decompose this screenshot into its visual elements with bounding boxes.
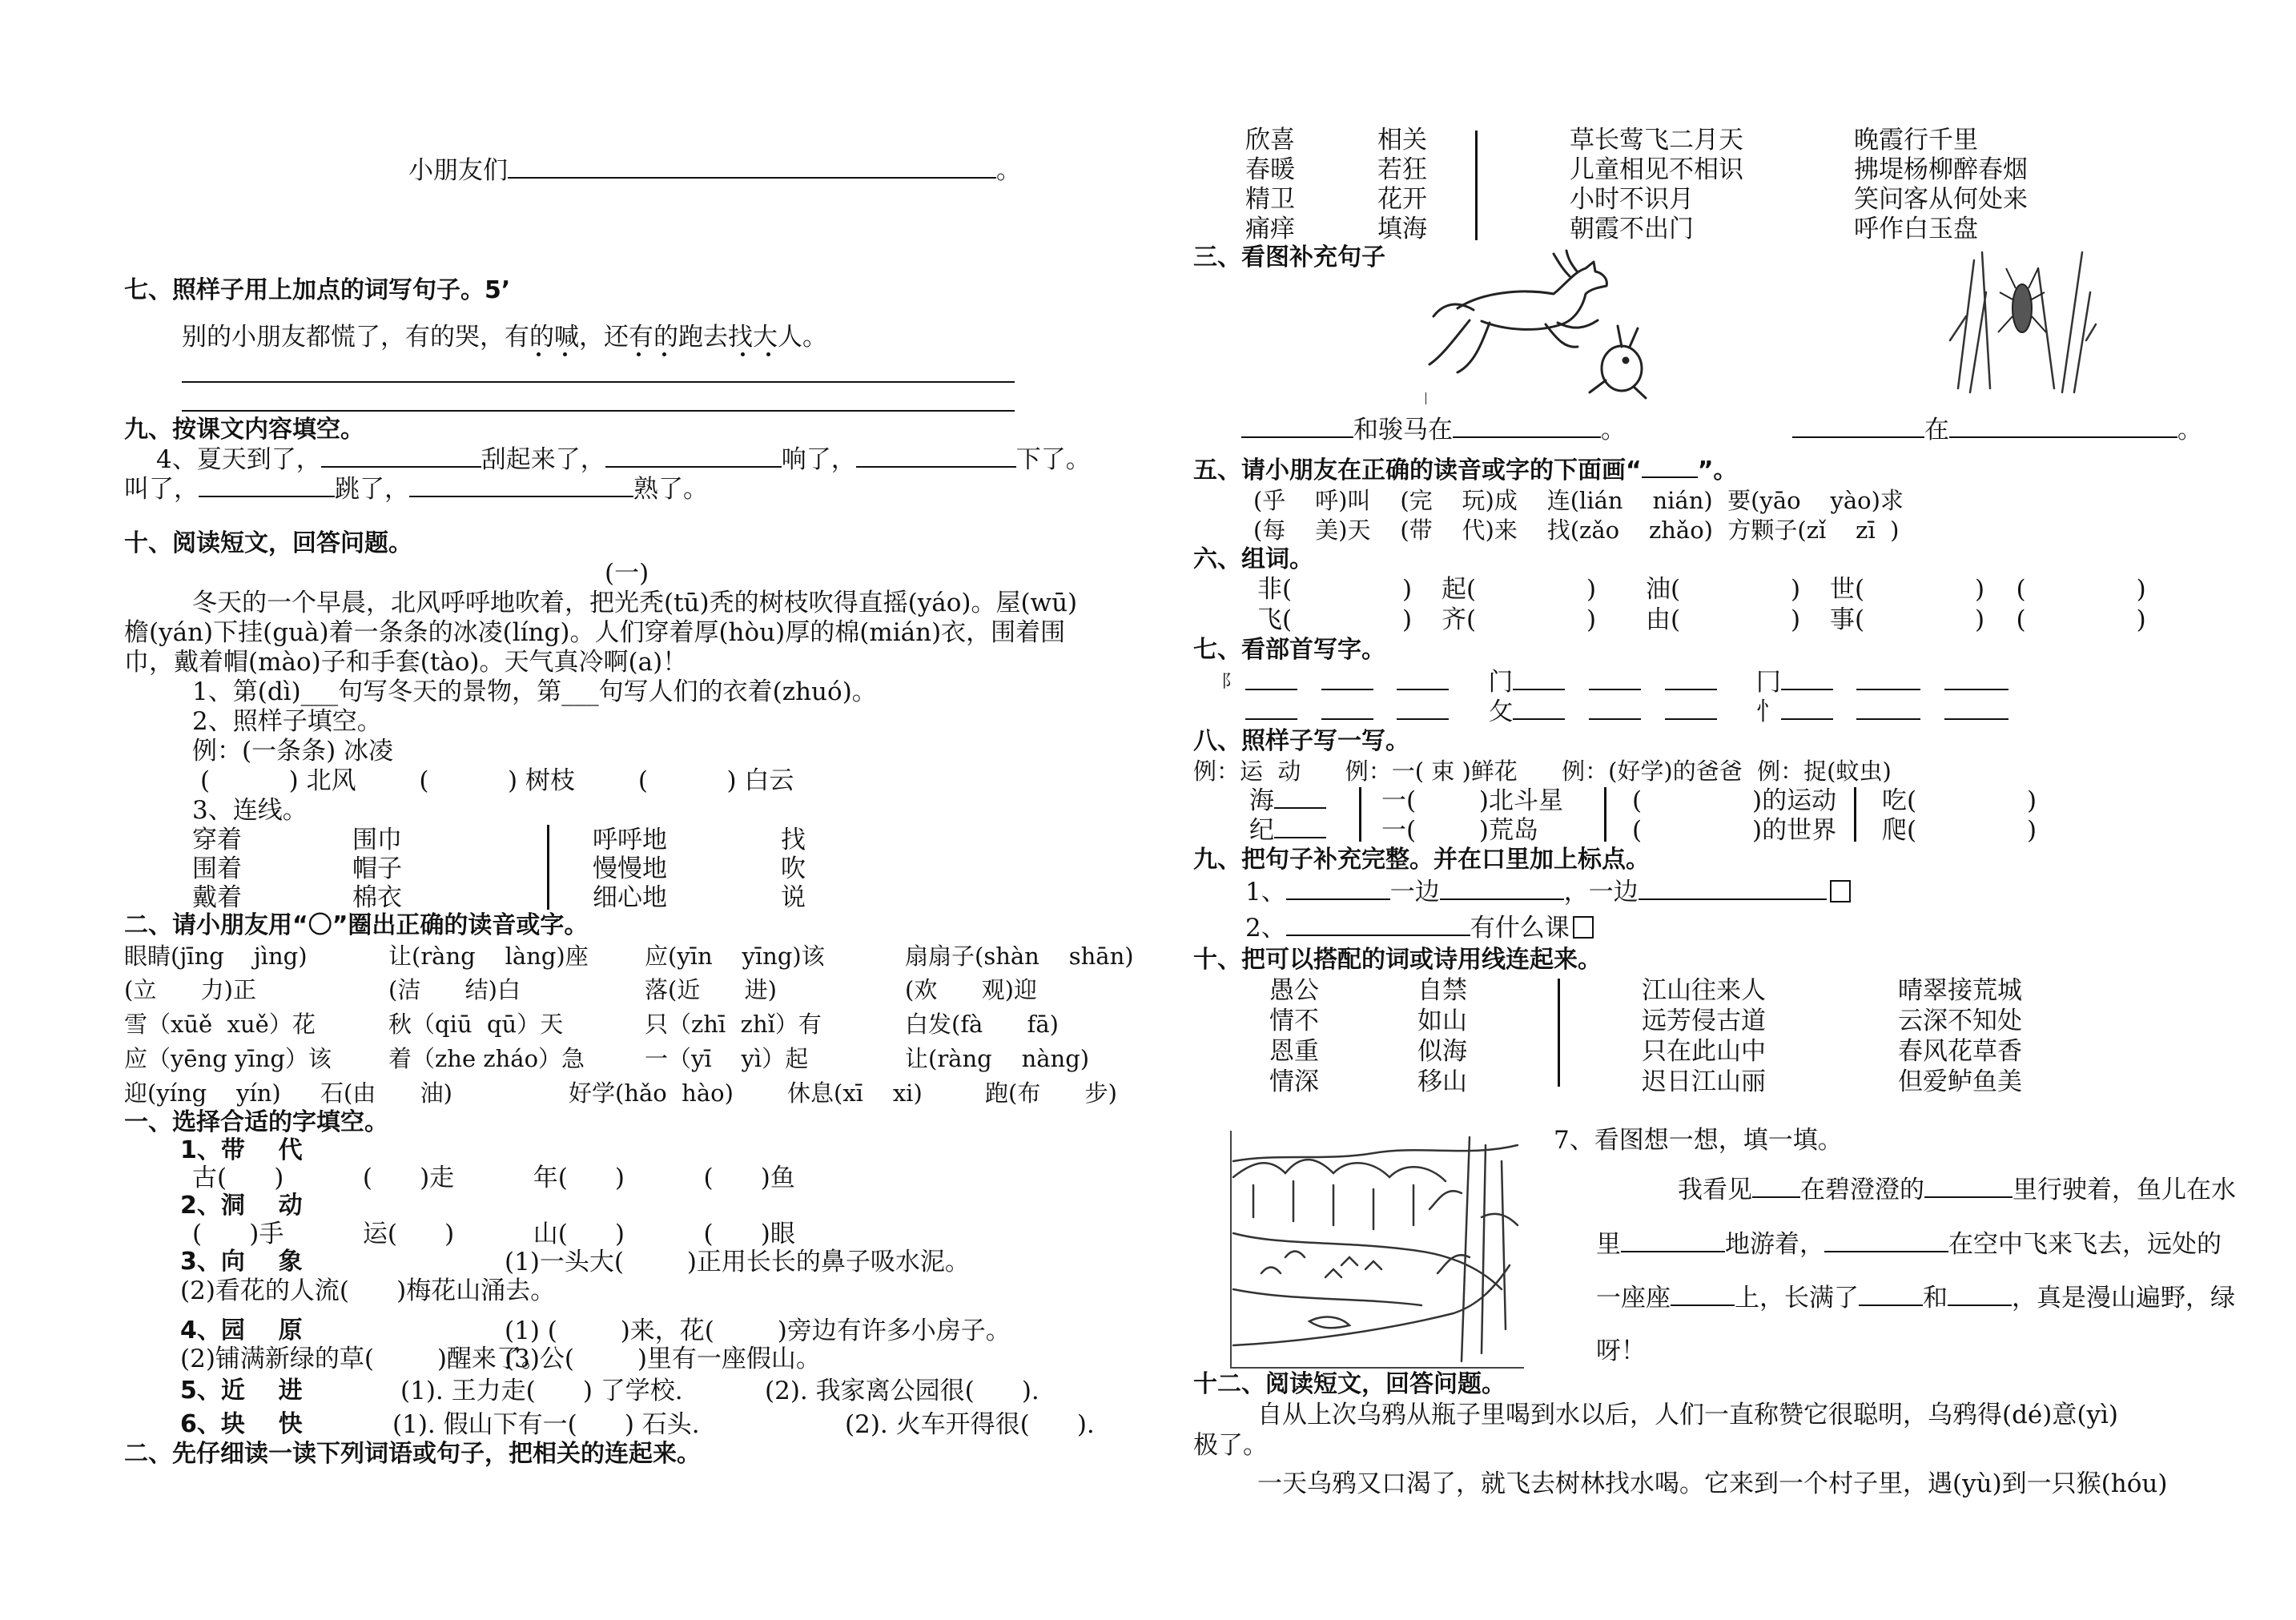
link-word[interactable]: 棉衣 — [352, 883, 402, 912]
q1-item4: 4、园 原 — [180, 1317, 303, 1345]
q7-heading: 七、照样子用上加点的词写句子。5’ — [124, 276, 511, 304]
q8-item[interactable]: 吃( ) — [1882, 786, 2037, 815]
divider — [1475, 131, 1478, 240]
q8-examples: 例：运 动 例：一( 束 )鲜花 例：(好学)的爸爸 例：捉(蚊虫) — [1193, 758, 1892, 785]
emphasis-dot — [662, 352, 666, 356]
match-word[interactable]: 如山 — [1417, 1007, 1467, 1035]
q8-heading: 八、照样子写一写。 — [1193, 727, 1409, 755]
divider — [1558, 979, 1560, 1087]
passage-line: 一天乌鸦又口渴了，就飞去树林找水喝。它来到一个村子里，遇(yù)到一只猴(hóu) — [1257, 1469, 2168, 1498]
blank[interactable] — [1792, 417, 1924, 438]
blank[interactable] — [1453, 417, 1601, 438]
horse-rabbit-picture — [1425, 244, 1674, 404]
q10-item2-blanks: ( ) 北风 ( ) 树枝 ( ) 白云 — [200, 766, 794, 795]
link-word[interactable]: 吹 — [781, 854, 806, 883]
match-verse[interactable]: 朝霞不出门 — [1570, 215, 1694, 243]
pinyin-item[interactable]: (洁 结)白 — [388, 976, 521, 1003]
pinyin-item[interactable]: 雪（xūě xuě）花 — [124, 1011, 316, 1038]
answer-line[interactable] — [182, 410, 1015, 412]
emphasis-dot — [637, 352, 641, 356]
emphasis-dot — [766, 352, 770, 356]
q1-item5b: (2). 我家离公园很( ). — [765, 1377, 1039, 1405]
q7b-line4: 呀！ — [1596, 1337, 1646, 1365]
q8-item: 海 — [1249, 786, 1326, 816]
q10-heading: 十、阅读短文，回答问题。 — [124, 529, 412, 557]
match-word[interactable]: 情深 — [1269, 1067, 1319, 1096]
q3-sentence1: 和骏马在 。 — [1241, 415, 1626, 445]
answer-line[interactable] — [182, 381, 1015, 383]
q6-heading: 六、组词。 — [1193, 545, 1313, 573]
pinyin-item[interactable]: 应(yīn yīng)该 — [645, 943, 825, 970]
emphasis-dot — [563, 352, 567, 356]
q1-item2-blanks: ( )手 运( ) 山( ) ( )眼 — [192, 1220, 795, 1248]
pinyin-item[interactable]: 迎(yíng yín) — [124, 1079, 281, 1107]
q1-item3b: (2)看花的人流( )梅花山涌去。 — [180, 1276, 556, 1305]
match-verse[interactable]: 只在此山中 — [1642, 1037, 1766, 1066]
q3-sentence2: 在 。 — [1792, 415, 2202, 445]
match-verse[interactable]: 江山往来人 — [1642, 976, 1766, 1005]
radical-row1 — [1245, 667, 2008, 697]
friends-blank[interactable] — [508, 158, 996, 179]
q1-item5a: (1). 王力走( ) 了学校. — [400, 1377, 683, 1405]
link-word[interactable]: 找 — [781, 826, 806, 854]
match-verse[interactable]: 儿童相见不相识 — [1570, 155, 1743, 184]
q8-item[interactable]: 一( )荒岛 — [1381, 816, 1539, 845]
match-verse[interactable]: 春风花草香 — [1898, 1037, 2022, 1066]
pinyin-item[interactable]: 秋（qiū qū）天 — [388, 1011, 564, 1038]
q1-item4a: (1) ( )来，花( )旁边有许多小房子。 — [505, 1317, 1011, 1345]
punctuation-box[interactable] — [1830, 880, 1851, 902]
link-word[interactable]: 围巾 — [352, 826, 402, 854]
match-verse[interactable]: 但爱鲈鱼美 — [1898, 1067, 2022, 1096]
q10-sub: (一) — [605, 559, 649, 588]
match-word[interactable]: 欣喜 — [1245, 126, 1295, 155]
q5-heading: 五、请小朋友在正确的读音或字的下面画“ ”。 — [1193, 456, 1738, 484]
lake-scene-picture — [1229, 1129, 1526, 1369]
underline-sample — [1642, 457, 1698, 478]
passage-line: 极了。 — [1193, 1431, 1268, 1460]
match-word[interactable]: 痛痒 — [1245, 215, 1295, 243]
blank[interactable] — [1949, 417, 2177, 438]
passage-line: 巾，戴着帽(mào)子和手套(tào)。天气真冷啊(a)！ — [124, 648, 688, 677]
blank[interactable] — [321, 447, 481, 468]
q10-item1: 1、第(dì)___句写冬天的景物，第___句写人们的衣着(zhuó)。 — [192, 677, 877, 706]
match-verse[interactable]: 拂堤杨柳醉春烟 — [1854, 155, 2028, 184]
pinyin-item[interactable]: 落(近 进) — [645, 976, 777, 1003]
link-word[interactable]: 围着 — [192, 854, 242, 883]
q5-row2[interactable]: (每 美)天 (带 代)来 找(zǎo zhǎo) 方颗子(zǐ zī ) — [1253, 517, 1900, 544]
pinyin-item[interactable]: 眼睛(jīng jìng) — [124, 943, 308, 970]
punctuation-box[interactable] — [1573, 916, 1594, 939]
match-verse[interactable]: 晚霞行千里 — [1854, 126, 1978, 155]
match-word[interactable]: 自禁 — [1417, 976, 1467, 1005]
passage-line: 冬天的一个早晨，北风呼呼地吹着，把光秃(tū)秃的树枝吹得直摇(yáo)。屋(wū) — [192, 589, 1078, 617]
blank[interactable] — [1241, 417, 1353, 438]
q5-row1[interactable]: (乎 呼)叫 (完 玩)成 连(lián nián) 要(yāo yào)求 — [1253, 487, 1904, 514]
word-group[interactable]: 起( ) — [1442, 575, 1597, 604]
emphasis-dot — [741, 352, 745, 356]
match-verse[interactable]: 草长莺飞二月天 — [1570, 126, 1743, 155]
link-word[interactable]: 穿着 — [192, 826, 242, 854]
blank[interactable] — [409, 476, 633, 497]
q9r-line2: 2、 有什么课 — [1245, 913, 1594, 943]
q1-item6: 6、块 快 — [180, 1410, 303, 1438]
q7b-line3: 一座座 上，长满了 和 ，真是漫山遍野，绿 — [1596, 1284, 2235, 1312]
pinyin-item[interactable]: 白发(fà fā) — [905, 1011, 1059, 1038]
word-group[interactable]: 由( ) — [1646, 605, 1801, 634]
q1-item3: 3、向 象 — [180, 1248, 303, 1276]
match-word[interactable]: 若狂 — [1377, 155, 1427, 184]
match-word[interactable]: 精卫 — [1245, 185, 1295, 214]
q8-item[interactable]: 爬( ) — [1882, 816, 2037, 845]
word-group[interactable]: 非( ) — [1257, 575, 1413, 604]
q9-line2: 叫了， 跳了， 熟了。 — [124, 475, 708, 504]
q7r-heading: 七、看部首写字。 — [1193, 636, 1385, 664]
q1-item3a: (1)一头大( )正用长长的鼻子吸水泥。 — [505, 1248, 970, 1276]
q9r-line1: 1、 一边 ，一边 — [1245, 877, 1851, 907]
q2-heading: 二、请小朋友用“〇”圈出正确的读音或字。 — [124, 911, 589, 939]
q3-heading: 三、看图补充句子 — [1193, 243, 1385, 271]
match-word[interactable]: 春暖 — [1245, 155, 1295, 184]
divider — [547, 825, 549, 910]
pinyin-item[interactable]: (立 力)正 — [124, 976, 256, 1003]
pinyin-item[interactable]: (欢 观)迎 — [905, 976, 1037, 1003]
match-word[interactable]: 填海 — [1377, 215, 1427, 243]
q7b-line1: 我看见 在碧澄澄的 里行驶着，鱼儿在水 — [1678, 1176, 2236, 1204]
q10-item3: 3、连线。 — [192, 796, 308, 825]
passage-line: 檐(yán)下挂(guà)着一条条的冰凌(líng)。人们穿着厚(hòu)厚的棉(mián)衣，围着围 — [124, 618, 1066, 647]
match-verse[interactable]: 小时不识月 — [1570, 185, 1694, 214]
q1-heading: 一、选择合适的字填空。 — [124, 1108, 388, 1136]
radical-label: 阝 — [1221, 672, 1240, 692]
pinyin-item[interactable]: 一（yī yì）起 — [645, 1045, 809, 1072]
word-group[interactable]: 齐( ) — [1442, 605, 1597, 634]
link-word[interactable]: 呼呼地 — [593, 826, 667, 854]
q1-item4b: (2)铺满新绿的草( )醒来了。 — [180, 1345, 546, 1373]
emphasis-dot — [537, 352, 541, 356]
match-word[interactable]: 花开 — [1377, 185, 1427, 214]
divider — [1604, 787, 1606, 842]
link-word[interactable]: 帽子 — [352, 854, 402, 883]
radical-label: 忄 — [1755, 697, 1781, 726]
right-column — [1193, 0, 2234, 1620]
q10-item2-example: 例：(一条条) 冰凌 — [192, 737, 394, 766]
match-word[interactable]: 相关 — [1377, 126, 1427, 155]
q9-line1: 4、夏天到了， 刮起来了， 响了， 下了。 — [156, 445, 1091, 474]
q1-item5: 5、近 进 — [180, 1377, 303, 1405]
q1-item1: 1、带 代 — [180, 1136, 303, 1164]
divider — [1854, 787, 1856, 842]
match-verse[interactable]: 笑问客从何处来 — [1854, 185, 2028, 214]
match-word[interactable]: 似海 — [1417, 1037, 1467, 1066]
pinyin-item[interactable]: 只（zhī zhǐ）有 — [645, 1011, 822, 1038]
pinyin-item[interactable]: 好学(hǎo hào) — [569, 1079, 734, 1107]
word-group[interactable]: 油( ) — [1646, 575, 1801, 604]
q8-item[interactable]: ( )的运动 — [1632, 786, 1837, 815]
match-verse[interactable]: 云深不知处 — [1898, 1007, 2022, 1035]
pinyin-item[interactable]: 让(ràng làng)座 — [388, 943, 589, 970]
q10-item2: 2、照样子填空。 — [192, 707, 382, 736]
left-column — [124, 0, 1141, 1620]
word-group[interactable]: 事( ) ( ) — [1830, 605, 2146, 634]
friends-line: 小朋友们 。 — [408, 156, 1021, 185]
divider — [1359, 787, 1361, 842]
q1-item2: 2、洞 动 — [180, 1192, 303, 1220]
passage-line: 自从上次乌鸦从瓶子里喝到水以后，人们一直称赞它很聪明，乌鸦得(dé)意(yì) — [1257, 1401, 2118, 1429]
pinyin-item[interactable]: 扇扇子(shàn shān) — [905, 943, 1134, 970]
q7b-heading: 7、看图想一想，填一填。 — [1554, 1126, 1843, 1155]
match-verse[interactable]: 呼作白玉盘 — [1854, 215, 1978, 243]
match-word[interactable]: 恩重 — [1269, 1037, 1319, 1066]
q2b-heading: 二、先仔细读一读下列词语或句子，把相关的连起来。 — [124, 1440, 701, 1468]
q1-item4c: (3)公( )里有一座假山。 — [505, 1345, 821, 1373]
q9-heading: 九、按课文内容填空。 — [124, 416, 364, 444]
match-word[interactable]: 情不 — [1269, 1007, 1319, 1035]
pinyin-item[interactable]: 跑(布 步) — [985, 1079, 1117, 1107]
pinyin-item[interactable]: 让(ràng nàng) — [905, 1045, 1090, 1072]
insect-grass-picture — [1942, 244, 2098, 396]
match-verse[interactable]: 远芳侵古道 — [1642, 1007, 1766, 1035]
link-word[interactable]: 慢慢地 — [593, 854, 667, 883]
q10r-heading: 十、把可以搭配的词或诗用线连起来。 — [1193, 946, 1602, 974]
q1-item1-blanks: 古( ) ( )走 年( ) ( )鱼 — [192, 1164, 795, 1192]
link-word[interactable]: 说 — [781, 883, 806, 912]
radical-label: 冂 — [1755, 668, 1781, 697]
radical-row2 — [1245, 697, 2008, 727]
blank[interactable] — [199, 476, 335, 497]
blank[interactable] — [856, 447, 1016, 468]
q7b-line2: 里 地游着， 在空中飞来飞去，远处的 — [1596, 1230, 2222, 1259]
word-group[interactable]: 世( ) ( ) — [1830, 575, 2146, 604]
q12-heading: 十二、阅读短文，回答问题。 — [1193, 1370, 1506, 1398]
match-verse[interactable]: 晴翠接荒城 — [1898, 976, 2022, 1005]
q8-item[interactable]: ( )的世界 — [1632, 816, 1837, 845]
link-word[interactable]: 细心地 — [593, 883, 667, 912]
pinyin-item[interactable]: 石(由 油) — [320, 1079, 452, 1107]
radical-label: 攵 — [1488, 697, 1514, 726]
word-group[interactable]: 飞( ) — [1257, 605, 1413, 634]
match-word[interactable]: 移山 — [1417, 1067, 1467, 1096]
pinyin-item[interactable]: 应（yēng yīng）该 — [124, 1045, 332, 1072]
q8-item[interactable]: 一( )北斗星 — [1381, 786, 1564, 815]
blank[interactable] — [605, 447, 782, 468]
match-verse[interactable]: 迟日江山丽 — [1642, 1067, 1766, 1096]
q1-item6b: (2). 火车开得很( ). — [845, 1410, 1095, 1439]
q7-example: 别的小朋友都慌了，有的哭，有的喊，还有的跑去找大人。 — [182, 323, 827, 352]
radical-label: 门 — [1488, 668, 1514, 697]
q8-item: 纪 — [1249, 815, 1326, 846]
link-word[interactable]: 戴着 — [192, 883, 242, 912]
q9r-heading: 九、把句子补充完整。并在口里加上标点。 — [1193, 846, 1650, 874]
friends-label: 小朋友们 — [408, 156, 508, 185]
q1-item6a: (1). 假山下有一( ) 石头. — [392, 1410, 700, 1439]
match-word[interactable]: 愚公 — [1269, 976, 1319, 1005]
pinyin-item[interactable]: 休息(xī xi) — [787, 1079, 923, 1107]
pinyin-item[interactable]: 着（zhe zháo）急 — [388, 1045, 585, 1072]
